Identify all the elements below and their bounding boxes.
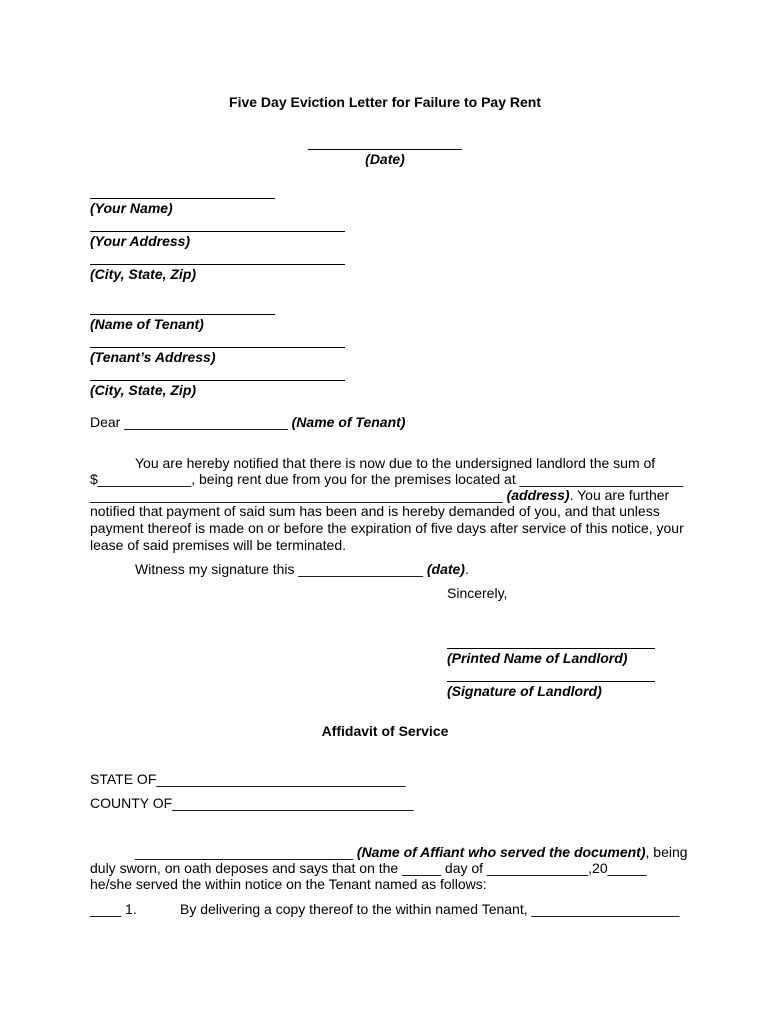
your-city-label: (City, State, Zip): [90, 266, 197, 282]
notice-line-5: payment thereof is made on or before the expiration of five days after service of this notice, your: [90, 520, 684, 536]
notice-line-1: You are hereby notified that there is now due to the undersigned landlord the sum of: [135, 455, 656, 471]
service-item-number: ____ 1.: [90, 901, 137, 917]
sincerely: Sincerely,: [447, 585, 508, 601]
affiant-blank: ____________________________: [135, 844, 357, 860]
address-label: (address): [506, 487, 570, 503]
notice-line-2: $____________, being rent due from you for the premises located at _____________________: [90, 471, 684, 487]
state-line: STATE OF________________________________: [90, 771, 406, 787]
document-title: Five Day Eviction Letter for Failure to Pay Rent: [229, 94, 541, 110]
tenant-city-line: [90, 380, 345, 381]
affidavit-heading: Affidavit of Service: [321, 723, 449, 739]
notice-line-6: lease of said premises will be terminated.: [90, 537, 347, 553]
sworn-line: duly sworn, on oath deposes and says that on the _____ day of _____________,20_____: [90, 860, 647, 876]
printed-name-line: [447, 648, 655, 649]
witness-date-label: (date): [426, 561, 465, 577]
affiant-line-rest: , being: [645, 844, 688, 860]
witness-line: [135, 561, 469, 578]
witness-prefix: Witness my signature this ________________: [135, 561, 427, 577]
affiant-label: (Name of Affiant who served the document): [356, 844, 646, 860]
witness-suffix: .: [464, 561, 469, 577]
county-line: COUNTY OF_______________________________: [90, 795, 414, 811]
signature-line: [447, 681, 655, 682]
your-address-label: (Your Address): [90, 233, 191, 249]
your-city-line: [90, 264, 345, 265]
date-label: (Date): [365, 151, 405, 167]
tenant-address-label: (Tenant’s Address): [90, 349, 216, 365]
your-name-label: (Your Name): [90, 200, 173, 216]
tenant-name-label: (Name of Tenant): [90, 316, 204, 332]
notice-line-3: [90, 487, 669, 504]
service-item-text: By delivering a copy thereof to the within named Tenant, ___________________: [180, 901, 680, 917]
tenant-city-label: (City, State, Zip): [90, 382, 197, 398]
date-line: [308, 149, 462, 150]
tenant-name-line: [90, 314, 275, 315]
tenant-address-line: [90, 347, 345, 348]
your-address-line: [90, 231, 345, 232]
salutation-tenant-label: (Name of Tenant): [291, 414, 406, 430]
salutation-prefix: Dear _____________________: [90, 414, 292, 430]
served-line: he/she served the within notice on the Tenant named as follows:: [90, 876, 487, 892]
affiant-line: [135, 844, 688, 861]
printed-name-label: (Printed Name of Landlord): [447, 650, 628, 666]
signature-label: (Signature of Landlord): [447, 683, 602, 699]
your-name-line: [90, 198, 275, 199]
salutation: [90, 414, 405, 431]
notice-line-4: notified that payment of said sum has been and is hereby demanded of you, and that unless: [90, 503, 660, 519]
address-blank: _____________________________________________________: [90, 487, 507, 503]
notice-line-3-rest: . You are further: [569, 487, 670, 503]
